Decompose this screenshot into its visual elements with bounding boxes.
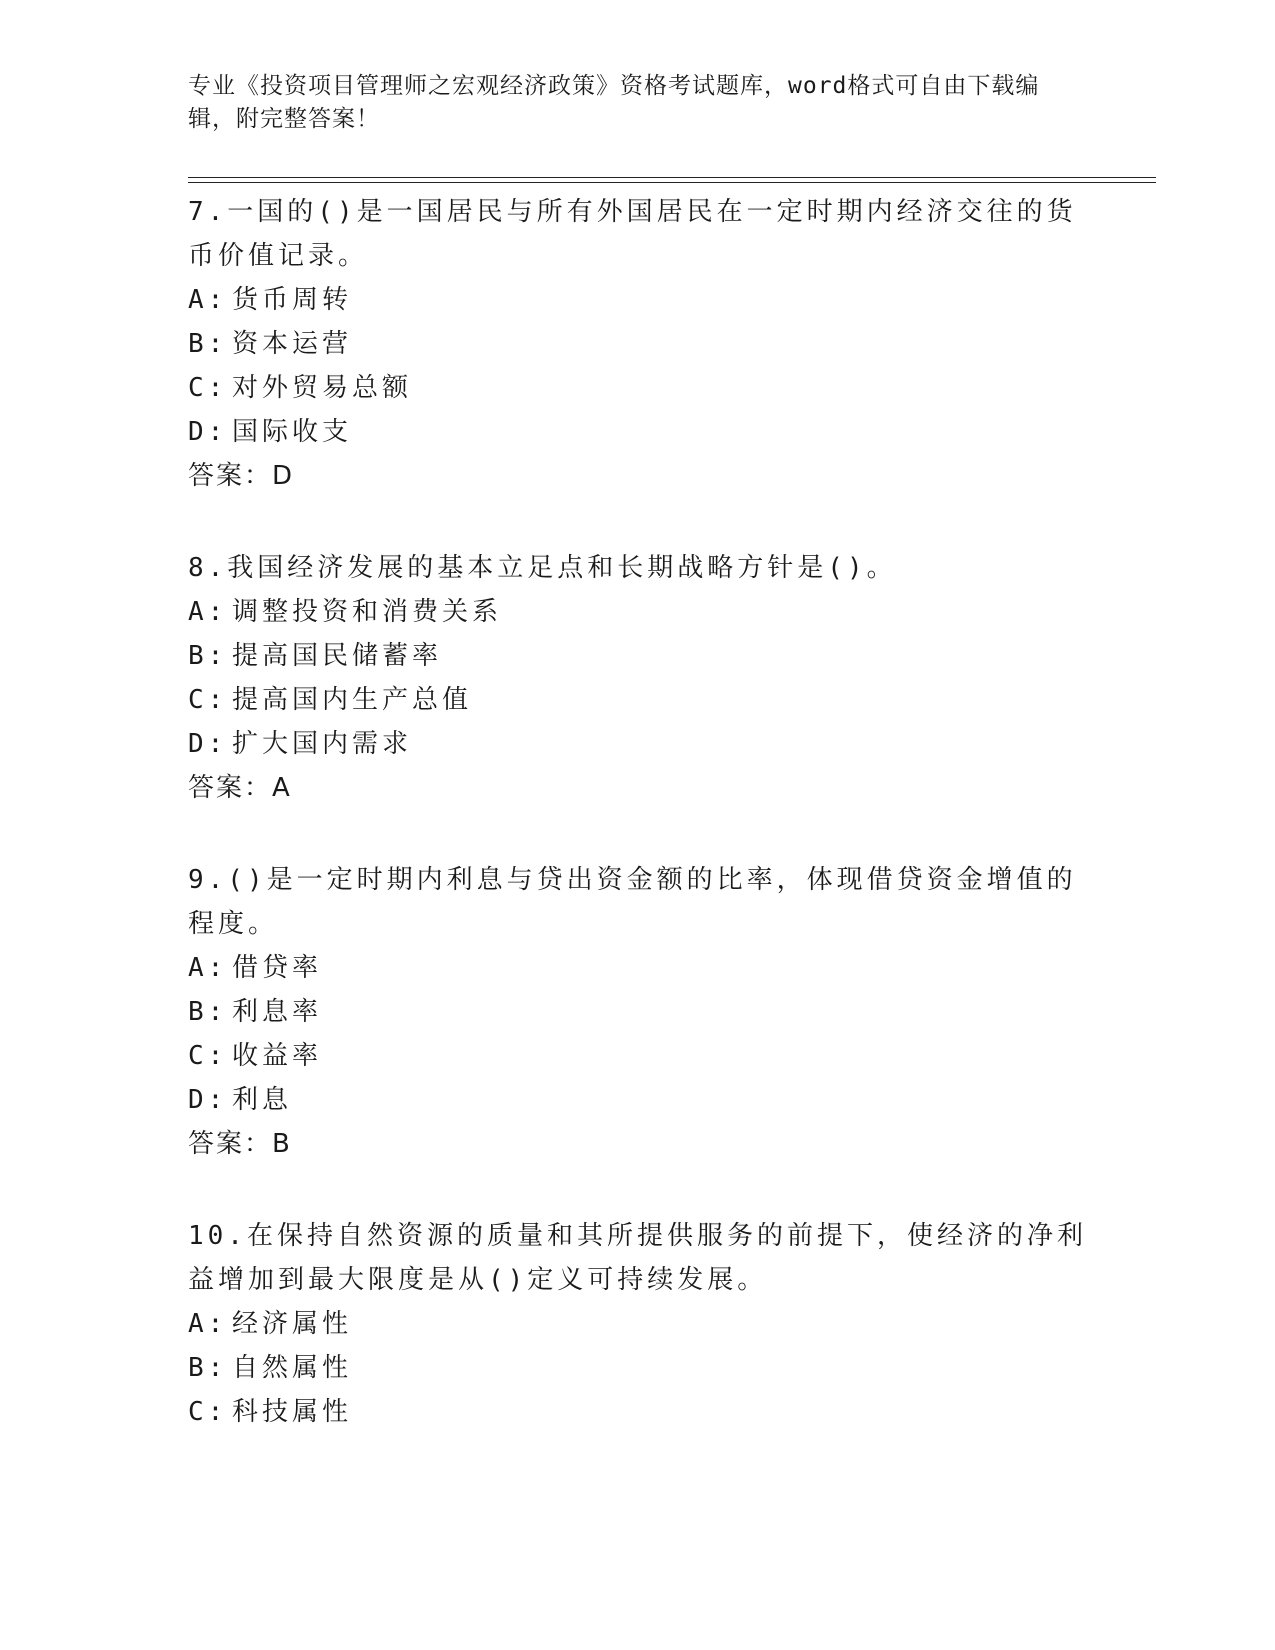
option-item (188, 1302, 1088, 1346)
question-stem: 9.()是一定时期内利息与贷出资金额的比率，体现借贷资金增值的程度。 (188, 865, 1077, 939)
option-text: 调整投资和消费关系 (232, 597, 503, 627)
header-divider-top (188, 177, 1156, 178)
option-text: 货币周转 (232, 285, 353, 315)
option-item (188, 1034, 1088, 1078)
option-letter: D: (188, 729, 228, 759)
question-stem: 10.在保持自然资源的质量和其所提供服务的前提下，使经济的净利益增加到最大限度是从()定义可持续发展。 (188, 1221, 1087, 1295)
option-text: 资本运营 (232, 329, 353, 359)
option-text: 利息 (232, 1085, 293, 1115)
option-item (188, 410, 1088, 454)
option-letter: C: (188, 685, 228, 715)
option-list (188, 1302, 1088, 1434)
option-text: 经济属性 (232, 1309, 353, 1339)
option-letter: D: (188, 1085, 228, 1115)
option-text: 对外贸易总额 (232, 373, 413, 403)
option-item (188, 1390, 1088, 1434)
option-item (188, 322, 1088, 366)
option-letter: A: (188, 953, 228, 983)
option-letter: D: (188, 417, 228, 447)
option-letter: B: (188, 997, 228, 1027)
option-letter: B: (188, 1353, 228, 1383)
answer-line: 答案：D (188, 461, 295, 491)
option-item (188, 722, 1088, 766)
option-letter: A: (188, 1309, 228, 1339)
option-text: 提高国内生产总值 (232, 685, 473, 715)
question-stem: 8.我国经济发展的基本立足点和长期战略方针是()。 (188, 553, 897, 583)
answer-line: 答案：A (188, 773, 292, 803)
document-header: 专业《投资项目管理师之宏观经济政策》资格考试题库，word格式可自由下载编辑，附完整答案！ (188, 73, 1040, 132)
option-letter: C: (188, 1041, 228, 1071)
question-block (188, 858, 1088, 1166)
option-letter: C: (188, 1397, 228, 1427)
option-item (188, 590, 1088, 634)
option-item (188, 946, 1088, 990)
option-list (188, 946, 1088, 1122)
option-text: 国际收支 (232, 417, 353, 447)
question-block (188, 190, 1088, 498)
option-item (188, 990, 1088, 1034)
question-block (188, 1214, 1088, 1434)
option-text: 借贷率 (232, 953, 323, 983)
option-item (188, 366, 1088, 410)
question-stem: 7.一国的()是一国居民与所有外国居民在一定时期内经济交往的货币价值记录。 (188, 197, 1077, 271)
header-divider-bottom (188, 182, 1156, 183)
option-item (188, 1346, 1088, 1390)
option-item (188, 1078, 1088, 1122)
option-letter: A: (188, 597, 228, 627)
option-item (188, 678, 1088, 722)
option-item (188, 278, 1088, 322)
option-text: 收益率 (232, 1041, 323, 1071)
option-letter: B: (188, 329, 228, 359)
option-list (188, 278, 1088, 454)
option-text: 科技属性 (232, 1397, 353, 1427)
option-text: 利息率 (232, 997, 323, 1027)
option-item (188, 634, 1088, 678)
answer-line: 答案：B (188, 1129, 292, 1159)
question-block (188, 546, 1088, 810)
option-text: 自然属性 (232, 1353, 353, 1383)
option-letter: B: (188, 641, 228, 671)
option-text: 提高国民储蓄率 (232, 641, 443, 671)
option-letter: A: (188, 285, 228, 315)
question-list (188, 190, 1088, 1482)
option-letter: C: (188, 373, 228, 403)
option-text: 扩大国内需求 (232, 729, 413, 759)
option-list (188, 590, 1088, 766)
